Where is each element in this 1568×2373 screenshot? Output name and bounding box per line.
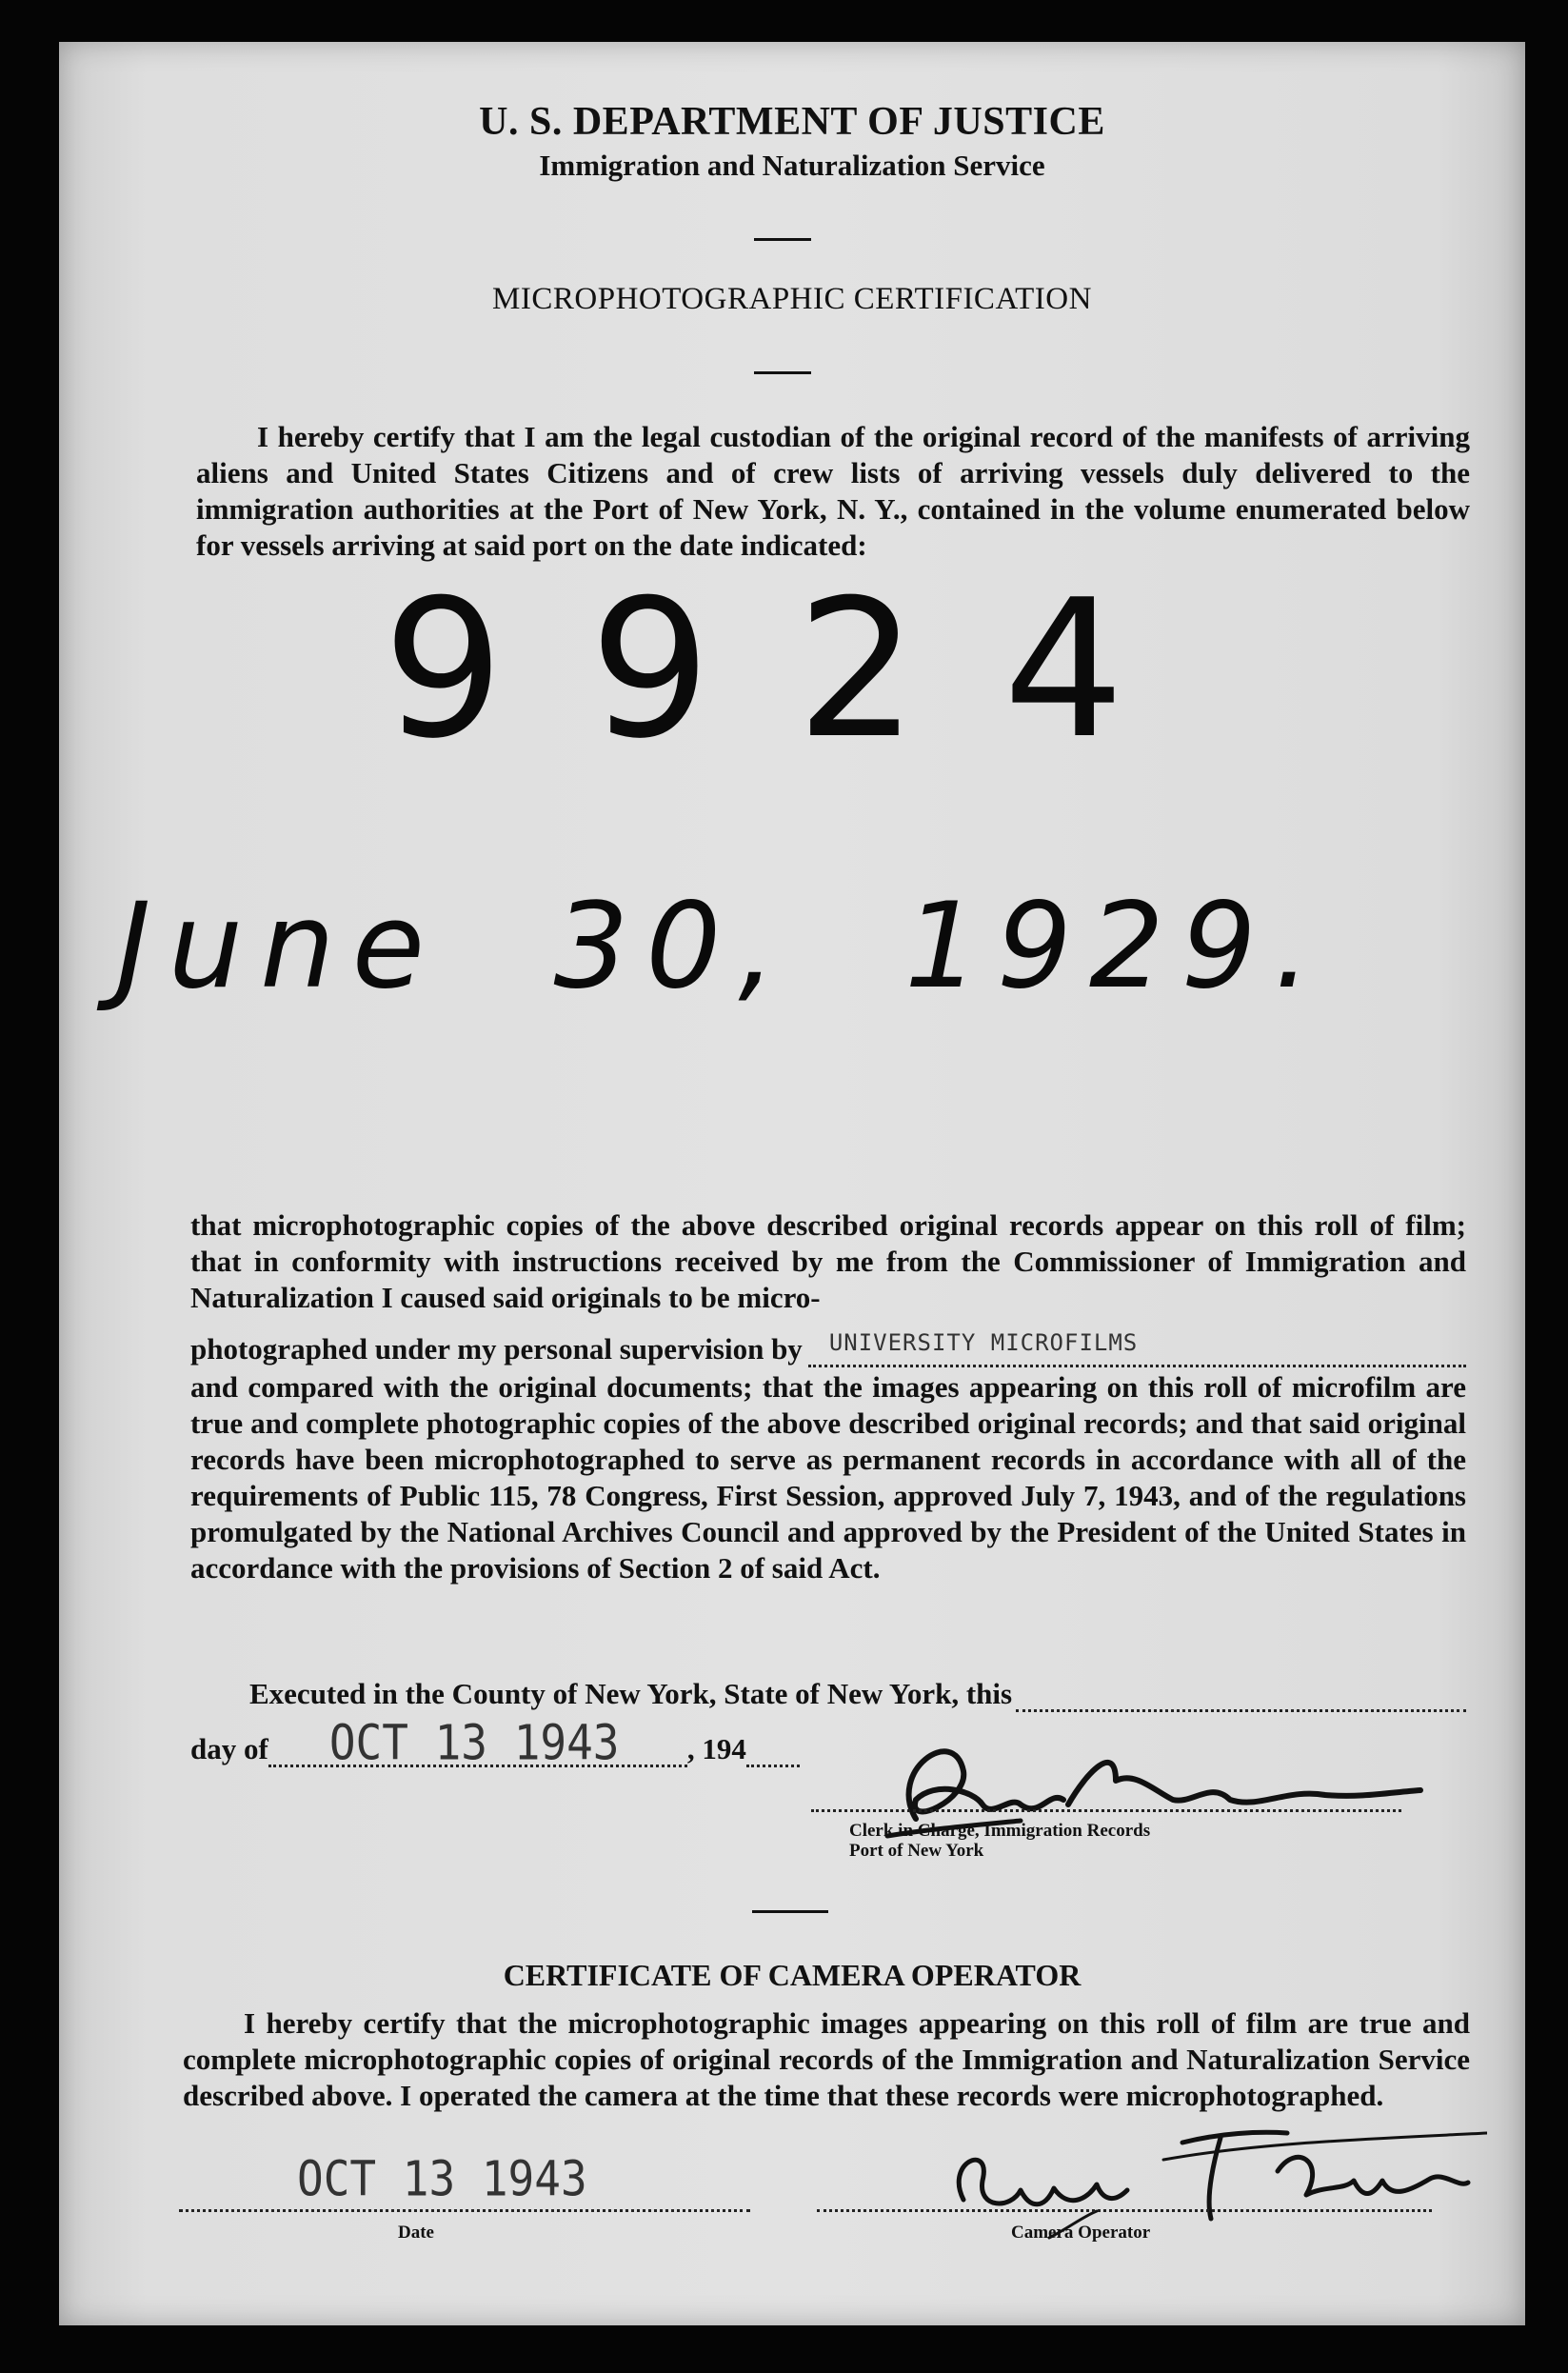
year-field: [746, 1742, 800, 1767]
certification-body-2: and compared with the original documents; that the images appearing on this roll of microfilm are true and complete photographic copies of the above described original records; and that said original records have been microphotographed to serve as permanent records in accordance with all of the requirements of Public 115, 78 Congress, First Session, approved July 7, 1943, and of the regulations promulgated by the National Archives Council and approved by the President of the United States in accordance with the provisions of Section 2 of said Act.: [190, 1370, 1466, 1585]
day-of-label: day of: [190, 1732, 268, 1765]
volume-number-handwritten: 9924: [383, 559, 1210, 781]
supervision-prefix: photographed under my personal supervision by: [190, 1332, 803, 1366]
day-of-field: [268, 1714, 687, 1771]
operator-line: [817, 2207, 1432, 2212]
stamped-date: OCT 13 1943: [328, 1714, 620, 1771]
date-label: Date: [398, 2223, 434, 2243]
clerk-title: Clerk in Charge, Immigration Records Port of New York: [849, 1821, 1151, 1861]
certification-body-1: that microphotographic copies of the above described original records appear on this roll of film; that in conformity with instructions received by me from the Commissioner of Immigration and Naturalization I caused said originals to be micro-: [190, 1208, 1466, 1314]
year-prefix: , 194: [686, 1732, 746, 1765]
date-handwritten: June 30, 1929.: [116, 878, 1329, 1015]
divider: [752, 1910, 828, 1913]
department-heading: U. S. DEPARTMENT OF JUSTICE: [479, 100, 1105, 144]
operator-signature: [878, 2104, 1487, 2247]
form-title: MICROPHOTOGRAPHIC CERTIFICATION: [492, 282, 1092, 316]
divider: [754, 371, 811, 374]
executed-text: Executed in the County of New York, State of New York, this: [249, 1677, 1013, 1710]
clerk-signature-line: [811, 1807, 1401, 1812]
supervisor-stamp: UNIVERSITY MICROFILMS: [828, 1329, 1139, 1356]
divider: [754, 238, 811, 241]
operator-label: Camera Operator: [1011, 2223, 1151, 2243]
camera-certificate-title: CERTIFICATE OF CAMERA OPERATOR: [503, 1958, 1082, 1992]
supervisor-field: [808, 1329, 1466, 1367]
day-of-line: [190, 1714, 895, 1771]
certification-intro: I hereby certify that I am the legal custodian of the original record of the manifests of arriving aliens and United States Citizens and of crew lists of arriving vessels duly delivered to the immigration authorities at the Port of New York, N. Y., contained in the volume enumerated below for vessels arriving at said port on the date indicated:: [196, 420, 1470, 562]
camera-stamped-date: OCT 13 1943: [297, 2150, 587, 2207]
certificate-sheet: [59, 42, 1525, 2325]
executed-line: [249, 1676, 1466, 1712]
executed-day-field: [1016, 1686, 1466, 1712]
camera-certificate-text: I hereby certify that the microphotographic images appearing on this roll of film are true and complete microphotographic copies of original records of the Immigration and Naturalization Service described above. I operated the camera at the time that these records were microphotographed.: [183, 2006, 1470, 2112]
date-line: [179, 2207, 750, 2212]
supervision-line: [190, 1331, 1466, 1367]
service-heading: Immigration and Naturalization Service: [539, 149, 1045, 182]
